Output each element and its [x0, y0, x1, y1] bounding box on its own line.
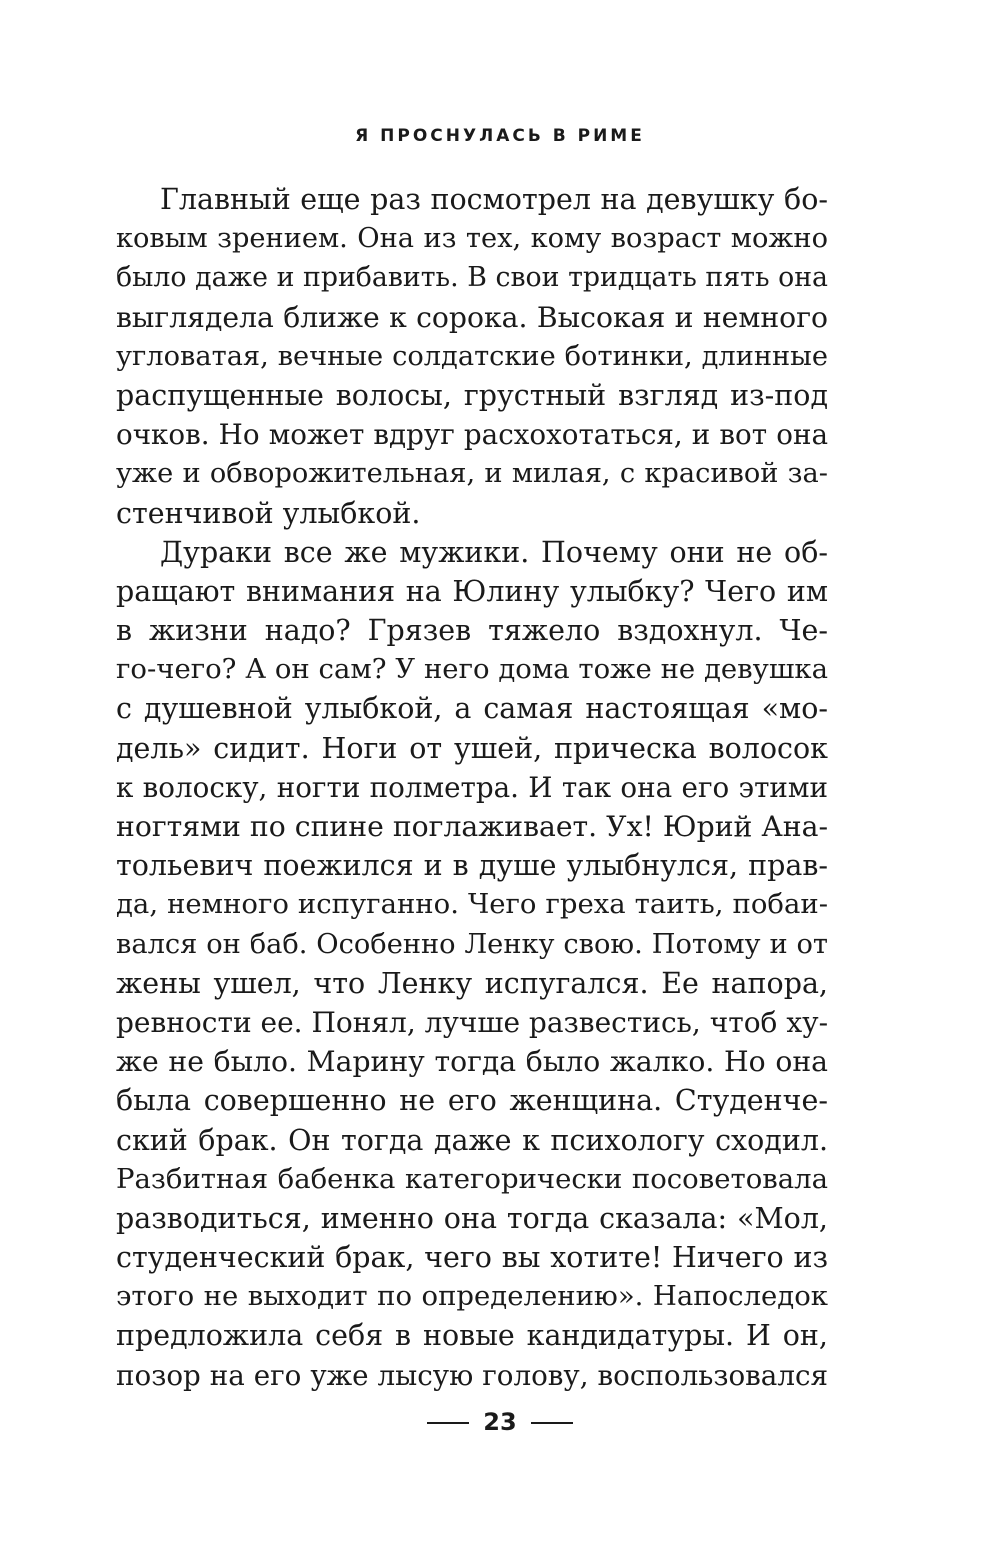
text-line: в жизни надо? Грязев тяжело вздохнул. Че-	[116, 614, 828, 648]
body-text	[116, 180, 828, 1395]
text-line: вался он баб. Особенно Ленку свою. Потому и от	[116, 928, 828, 960]
text-line: позор на его уже лысую голову, воспользовался	[116, 1358, 828, 1392]
text-line: стенчивой улыбкой.	[116, 496, 421, 530]
paragraph-1	[116, 180, 828, 533]
text-line: с душевной улыбкой, а самая настоящая «мо-	[116, 692, 828, 726]
text-line: студенческий брак, чего вы хотите! Ничего из	[116, 1241, 828, 1275]
text-line: было даже и прибавить. В свои тридцать пять она	[116, 262, 828, 294]
text-line: к волоску, ногти полметра. И так она его этими	[116, 770, 828, 804]
text-line: этого не выходит по определению». Напоследок	[116, 1280, 828, 1313]
text-line: тольевич поежился и в душе улыбнулся, прав-	[116, 849, 828, 883]
text-line: да, немного испуганно. Чего греха таить, побаи-	[116, 888, 828, 921]
text-line: ногтями по спине поглаживает. Ух! Юрий Ана-	[116, 810, 828, 843]
text-line: предложила себя в новые кандидатуры. И он,	[116, 1319, 828, 1353]
text-line: уже и обворожительная, и милая, с красивой за-	[116, 458, 828, 490]
text-line: жены ушел, что Ленку испугался. Ее напора,	[116, 966, 828, 1000]
text-line: го-чего? А он сам? У него дома тоже не девушка	[116, 653, 828, 686]
text-line: была совершенно не его женщина. Студенче-	[116, 1084, 828, 1118]
text-line: угловатая, вечные солдатские ботинки, длинные	[116, 340, 828, 372]
text-line: ский брак. Он тогда даже к психологу сходил.	[116, 1123, 828, 1157]
page-number-footer	[0, 1404, 1000, 1440]
text-line: дель» сидит. Ноги от ушей, прическа волосок	[116, 731, 828, 765]
text-line: очков. Но может вдруг расхохотаться, и вот она	[116, 418, 828, 452]
text-line: Разбитная бабенка категорически посоветовала	[116, 1162, 828, 1195]
text-line: Дураки все же мужики. Почему они не об-	[160, 535, 828, 569]
paragraph-2	[116, 533, 828, 1395]
text-line: выглядела ближе к сорока. Высокая и немного	[116, 300, 828, 334]
folio-rule-right	[531, 1422, 573, 1424]
text-line: Главный еще раз посмотрел на девушку бо-	[160, 183, 828, 216]
page-number: 23	[483, 1408, 517, 1436]
text-line: ращают внимания на Юлину улыбку? Чего им	[116, 574, 828, 608]
text-line: разводиться, именно она тогда сказала: «Мол,	[116, 1201, 828, 1235]
folio-rule-left	[427, 1422, 469, 1424]
text-line: ковым зрением. Она из тех, кому возраст можно	[116, 223, 828, 255]
running-head: Я ПРОСНУЛАСЬ В РИМЕ	[355, 126, 645, 146]
text-line: же не было. Марину тогда было жалко. Но она	[116, 1045, 828, 1079]
text-line: распущенные волосы, грустный взгляд из-под	[116, 378, 828, 412]
text-line: ревности ее. Понял, лучше развестись, чтоб ху-	[116, 1005, 829, 1039]
